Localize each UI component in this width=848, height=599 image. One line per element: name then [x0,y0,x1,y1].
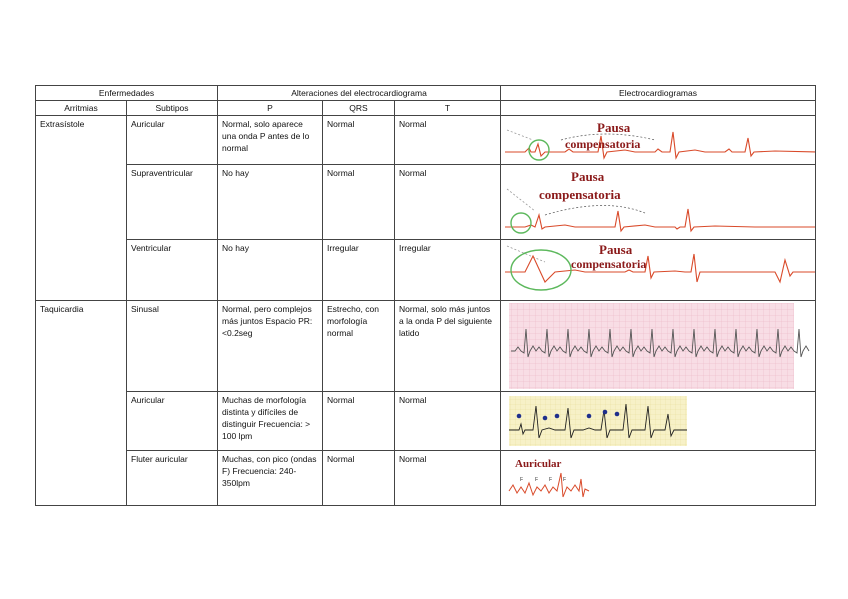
subtipo-cell: Supraventricular [127,165,218,240]
header-subtipos: Subtipos [127,101,218,116]
ecg-comparison-table [35,85,816,506]
qrs-cell: Estrecho, con morfología normal [323,301,395,392]
ecg-label: Auricular [515,458,562,470]
header-qrs: QRS [323,101,395,116]
header-ecg-empty [501,101,816,116]
ecg-label: Pausa [571,169,605,184]
wave-mark: F [563,477,567,483]
t-cell: Normal [395,116,501,165]
ecg-extrasistole-supraventricular [501,165,816,240]
subtipo-cell: Auricular [127,116,218,165]
arritmia-taquicardia: Taquicardia [36,301,127,506]
ecg-image [505,303,816,389]
p-cell: Normal, pero complejos más juntos Espacio PR: <0.2seg [218,301,323,392]
ecg-label: Pausa [597,120,631,135]
header-arritmias: Arritmias [36,101,127,116]
t-cell: Normal, solo más juntos a la onda P del siguiente latido [395,301,501,392]
ecg-extrasistole-auricular [501,116,816,165]
ecg-fluter-auricular [501,451,816,506]
subtipo-cell: Ventricular [127,240,218,301]
ecg-image [505,453,816,503]
header-electrocardiogramas: Electrocardiogramas [501,86,816,101]
subtipo-cell: Fluter auricular [127,451,218,506]
ecg-label: compensatoria [539,187,621,202]
ecg-image [505,242,816,298]
header-alteraciones: Alteraciones del electrocardiograma [218,86,501,101]
p-cell: Muchas, con pico (ondas F) Frecuencia: 240-350lpm [218,451,323,506]
ecg-image [505,394,816,448]
wave-mark: F [520,477,524,483]
ecg-label: compensatoria [565,137,641,151]
p-cell: No hay [218,165,323,240]
ecg-image [505,167,816,237]
ecg-taquicardia-auricular [501,392,816,451]
ecg-label: Pausa [599,242,633,257]
arritmia-extrasistole: Extrasístole [36,116,127,301]
qrs-cell: Irregular [323,240,395,301]
t-cell: Normal [395,451,501,506]
t-cell: Irregular [395,240,501,301]
ecg-label: compensatoria [571,257,647,271]
wave-mark: F [535,477,539,483]
t-cell: Normal [395,392,501,451]
subtipo-cell: Sinusal [127,301,218,392]
ecg-extrasistole-ventricular [501,240,816,301]
wave-mark: F [549,477,553,483]
qrs-cell: Normal [323,116,395,165]
header-p: P [218,101,323,116]
subtipo-cell: Auricular [127,392,218,451]
p-cell: No hay [218,240,323,301]
p-cell: Muchas de morfología distinta y difíciles de distinguir Frecuencia: > 100 lpm [218,392,323,451]
header-enfermedades: Enfermedades [36,86,218,101]
ecg-taquicardia-sinusal [501,301,816,392]
qrs-cell: Normal [323,451,395,506]
p-cell: Normal, solo aparece una onda P antes de lo normal [218,116,323,165]
ecg-image [505,118,816,162]
qrs-cell: Normal [323,165,395,240]
qrs-cell: Normal [323,392,395,451]
t-cell: Normal [395,165,501,240]
header-t: T [395,101,501,116]
